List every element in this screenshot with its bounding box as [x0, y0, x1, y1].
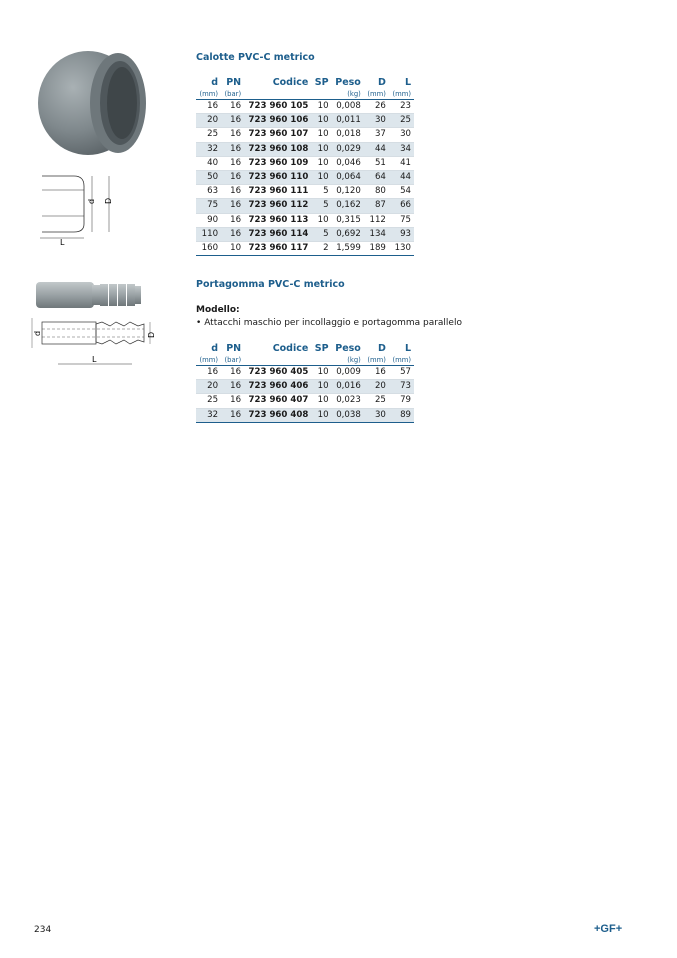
table-cell: 16	[230, 395, 242, 406]
table-cell: 723 960 109	[248, 157, 309, 168]
table-cell: 0,120	[336, 186, 361, 197]
table-cell: 34	[389, 142, 414, 156]
table-cell: 16	[374, 367, 386, 377]
table-cell: 5	[323, 186, 329, 197]
drawing2-label-L: L	[92, 355, 97, 364]
table-row	[196, 213, 414, 227]
table-cell: 10	[311, 380, 331, 394]
table-header-row	[196, 77, 414, 89]
table-row	[196, 380, 414, 394]
table-cell: 20	[196, 114, 221, 128]
unit-peso: (kg)	[332, 355, 364, 366]
table-row	[196, 394, 414, 408]
unit-sp	[311, 355, 331, 366]
table-cell: 16	[230, 367, 242, 377]
table-cell: 30	[400, 129, 411, 140]
drawing-label-d: d	[87, 198, 96, 204]
table-cell: 16	[221, 227, 244, 241]
table-cell: 16	[230, 157, 242, 168]
table-cell: 10	[311, 171, 331, 185]
table-cell: 44	[389, 171, 414, 185]
col-d: d	[211, 343, 219, 354]
table-row	[196, 366, 414, 380]
table-cell: 10	[311, 142, 331, 156]
table-cell: 10	[317, 101, 329, 111]
table-cell: 87	[364, 199, 389, 213]
table-cell: 10	[317, 395, 329, 406]
model-bullet	[196, 318, 462, 328]
table-cell: 0,038	[332, 408, 364, 422]
gf-logo: +GF+	[594, 923, 623, 935]
unit-L: (mm)	[389, 355, 414, 366]
drawing-label-L: L	[60, 238, 65, 246]
table-cell: 32	[196, 408, 221, 422]
table-row	[196, 227, 414, 241]
unit-D: (mm)	[364, 355, 389, 366]
table-cell: 0,162	[332, 199, 364, 213]
table-cell: 20	[196, 380, 221, 394]
cap-spec-table	[196, 77, 414, 256]
page-number: 234	[34, 925, 52, 935]
hose-tail-technical-drawing	[30, 312, 158, 370]
hose-tail-photo	[34, 280, 144, 310]
table-cell: 57	[400, 367, 411, 377]
table-row	[196, 242, 414, 256]
table-row	[196, 185, 414, 199]
unit-d: (mm)	[196, 355, 221, 366]
table-cell: 26	[374, 101, 386, 111]
table-cell: 0,064	[332, 171, 364, 185]
table-cell: 54	[400, 186, 411, 197]
unit-D: (mm)	[364, 89, 389, 100]
col-d: d	[211, 77, 219, 88]
table-cell: 723 960 111	[248, 186, 309, 197]
table-cell: 25	[389, 114, 414, 128]
table-cell: 160	[201, 243, 219, 254]
table-row	[196, 128, 414, 142]
table-cell: 723 960 408	[244, 408, 311, 422]
table-cell: 130	[394, 243, 411, 254]
table-cell: 0,018	[336, 129, 361, 140]
table-cell: 75	[400, 214, 411, 225]
table-cell: 32	[196, 142, 221, 156]
table-cell: 51	[374, 157, 386, 168]
table-cell: 10	[317, 157, 329, 168]
unit-codice	[244, 355, 311, 366]
table-cell: 90	[207, 214, 219, 225]
table-cell: 723 960 110	[244, 171, 311, 185]
table-cell: 0,692	[332, 227, 364, 241]
table-cell: 30	[364, 114, 389, 128]
table-cell: 10	[317, 367, 329, 377]
table-cell: 0,008	[336, 101, 361, 111]
drawing2-label-d: d	[33, 330, 42, 336]
table-cell: 66	[389, 199, 414, 213]
col-L: L	[404, 77, 411, 88]
col-D: D	[378, 343, 386, 354]
table-cell: 16	[221, 380, 244, 394]
table-cell: 37	[374, 129, 386, 140]
table-cell: 0,023	[336, 395, 361, 406]
table-cell: 5	[311, 199, 331, 213]
col-pn: PN	[226, 343, 242, 354]
table-cell: 16	[221, 114, 244, 128]
table-cell: 0,315	[336, 214, 361, 225]
unit-codice	[244, 89, 311, 100]
table-row	[196, 171, 414, 185]
table-cell: 10	[317, 129, 329, 140]
col-peso: Peso	[335, 77, 361, 88]
col-codice: Codice	[272, 343, 309, 354]
bullet-icon: •	[196, 318, 202, 328]
unit-d: (mm)	[196, 89, 221, 100]
table-cell: 20	[364, 380, 389, 394]
section2-title: Portagomma PVC-C metrico	[196, 279, 345, 290]
table-cell: 75	[196, 199, 221, 213]
table-cell: 16	[221, 171, 244, 185]
table-cell: 23	[400, 101, 411, 111]
table-cell: 723 960 107	[248, 129, 309, 140]
table-cell: 10	[311, 114, 331, 128]
table-cell: 0,009	[336, 367, 361, 377]
table-cell: 30	[364, 408, 389, 422]
table-cell: 16	[221, 142, 244, 156]
section1-title: Calotte PVC-C metrico	[196, 52, 315, 63]
table-cell: 0,011	[332, 114, 364, 128]
col-peso: Peso	[335, 343, 361, 354]
table-cell: 16	[230, 101, 242, 111]
unit-pn: (bar)	[221, 89, 244, 100]
table-cell: 80	[374, 186, 386, 197]
table-cell: 723 960 407	[248, 395, 309, 406]
table-row	[196, 408, 414, 422]
hose-tail-spec-table	[196, 343, 414, 423]
table-cell: 25	[207, 129, 219, 140]
table-cell: 10	[230, 243, 242, 254]
table-cell: 723 960 114	[244, 227, 311, 241]
table-cell: 16	[221, 199, 244, 213]
table-cell: 723 960 108	[244, 142, 311, 156]
table-cell: 25	[374, 395, 386, 406]
cap-photo	[36, 45, 148, 157]
table-cell: 40	[207, 157, 219, 168]
table-cell: 723 960 106	[244, 114, 311, 128]
table-cell: 723 960 406	[244, 380, 311, 394]
table-cell: 2	[323, 243, 329, 254]
table-cell: 10	[311, 408, 331, 422]
table-cell: 16	[221, 408, 244, 422]
col-pn: PN	[226, 77, 242, 88]
drawing-label-D: D	[104, 197, 113, 204]
table-cell: 63	[207, 186, 219, 197]
col-codice: Codice	[272, 77, 309, 88]
table-row	[196, 114, 414, 128]
table-cell: 0,046	[336, 157, 361, 168]
table-cell: 189	[369, 243, 386, 254]
table-cell: 16	[207, 367, 219, 377]
table-cell: 50	[196, 171, 221, 185]
table-cell: 723 960 113	[248, 214, 309, 225]
table-cell: 93	[389, 227, 414, 241]
table-cell: 723 960 112	[244, 199, 311, 213]
table-cell: 723 960 117	[248, 243, 309, 254]
table-row	[196, 199, 414, 213]
table-cell: 73	[389, 380, 414, 394]
model-label: Modello:	[196, 305, 240, 315]
table-row	[196, 156, 414, 170]
col-L: L	[404, 343, 411, 354]
table-row	[196, 100, 414, 114]
table-cell: 112	[369, 214, 386, 225]
table-cell: 723 960 405	[248, 367, 309, 377]
table-cell: 41	[400, 157, 411, 168]
table-cell: 5	[311, 227, 331, 241]
table-cell: 64	[364, 171, 389, 185]
table-cell: 0,016	[332, 380, 364, 394]
unit-peso: (kg)	[332, 89, 364, 100]
model-bullet-text: Attacchi maschio per incollaggio e portagomma parallelo	[204, 318, 462, 328]
unit-pn: (bar)	[221, 355, 244, 366]
cap-technical-drawing	[34, 166, 124, 246]
unit-sp	[311, 89, 331, 100]
table-cell: 25	[207, 395, 219, 406]
table-cell: 16	[230, 214, 242, 225]
table-cell: 10	[317, 214, 329, 225]
table-cell: 110	[196, 227, 221, 241]
col-sp: SP	[314, 77, 329, 88]
table-header-row	[196, 343, 414, 355]
table-cell: 0,029	[332, 142, 364, 156]
table-cell: 79	[400, 395, 411, 406]
table-row	[196, 142, 414, 156]
table-cell: 134	[364, 227, 389, 241]
table-units-row	[196, 89, 414, 100]
col-D: D	[378, 77, 386, 88]
table-cell: 44	[364, 142, 389, 156]
table-cell: 16	[207, 101, 219, 111]
table-cell: 16	[230, 186, 242, 197]
drawing2-label-D: D	[147, 331, 156, 338]
unit-L: (mm)	[389, 89, 414, 100]
table-cell: 723 960 105	[248, 101, 309, 111]
table-cell: 1,599	[336, 243, 361, 254]
table-units-row	[196, 355, 414, 366]
table-cell: 16	[230, 129, 242, 140]
col-sp: SP	[314, 343, 329, 354]
table-cell: 89	[389, 408, 414, 422]
